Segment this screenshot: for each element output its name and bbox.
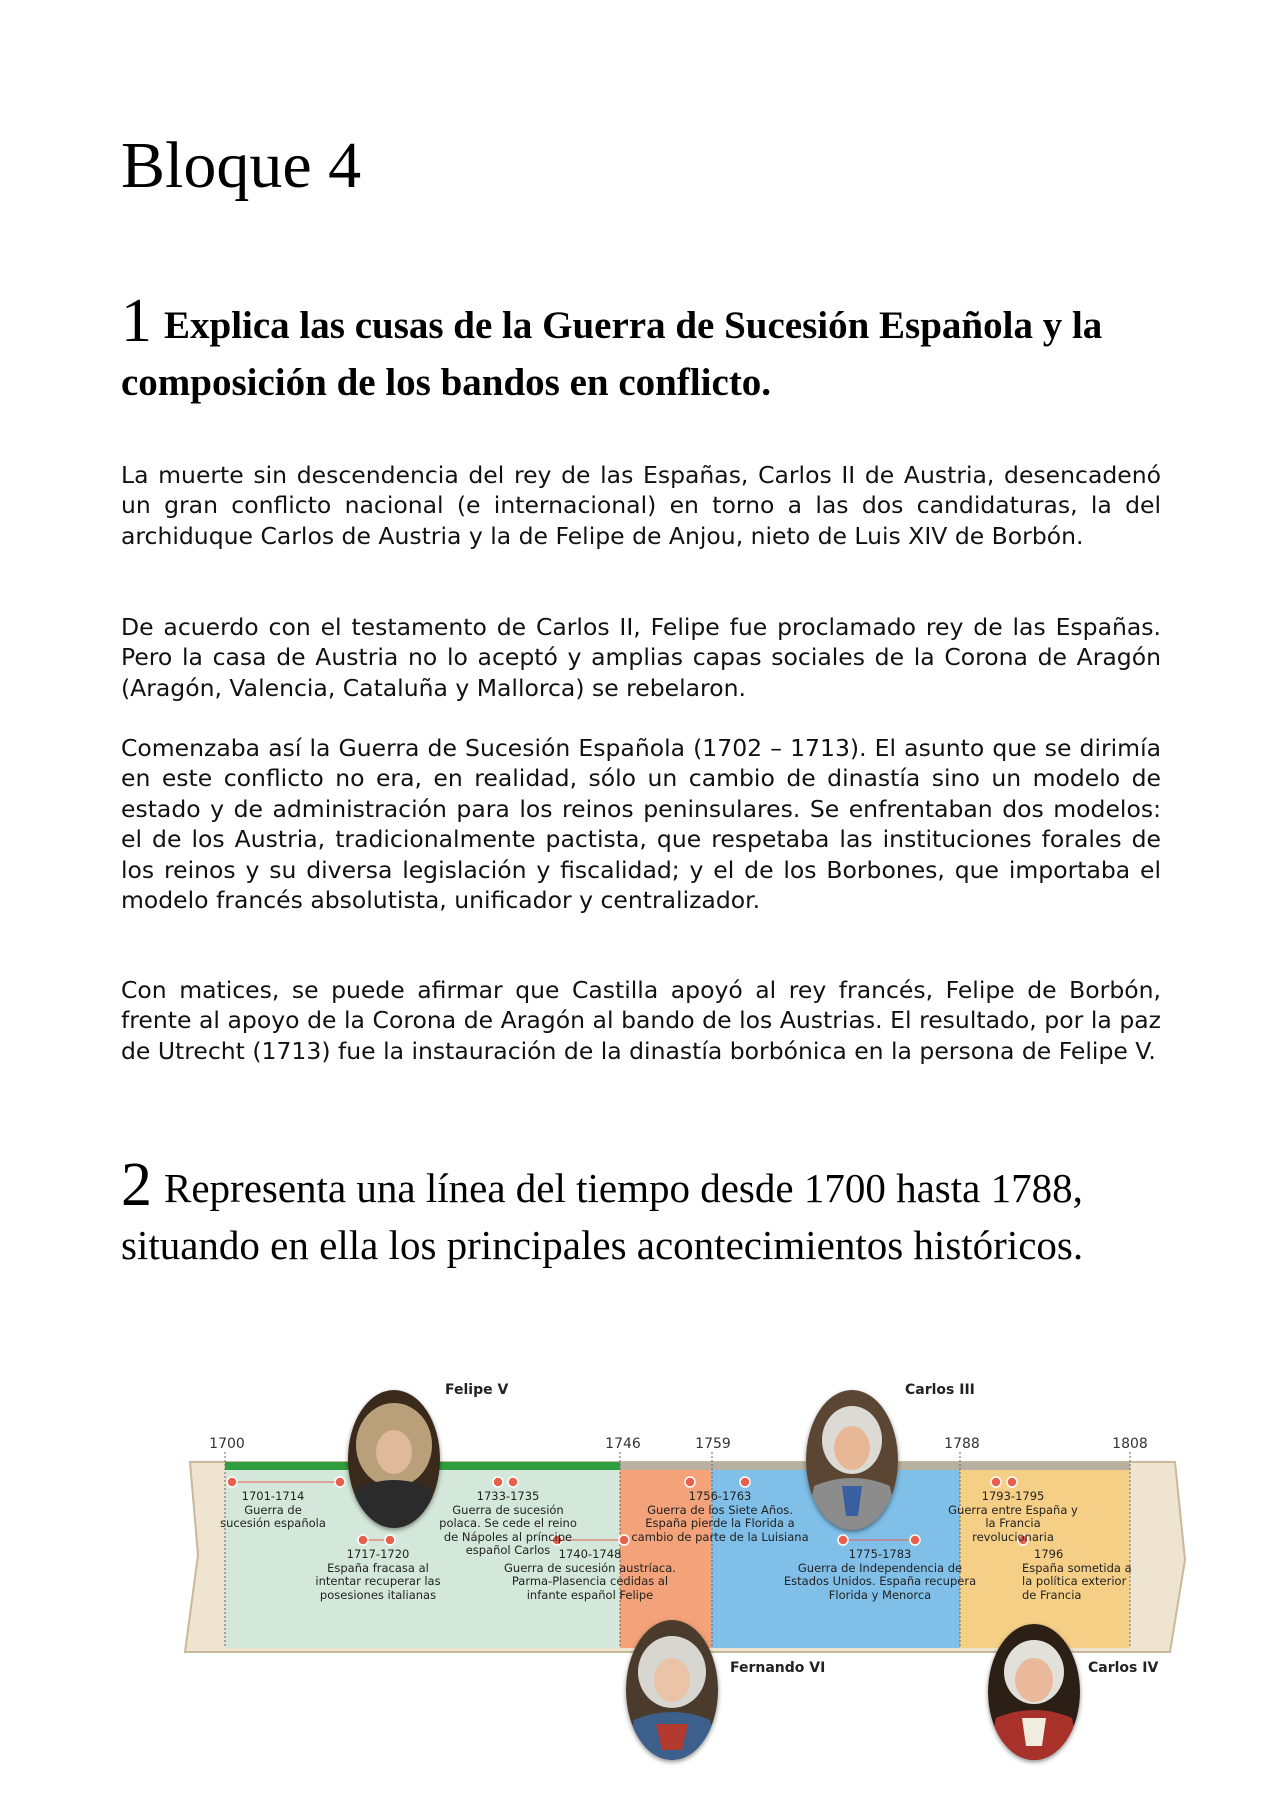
event-text: Guerra de sucesión polaca. Se cede el reino de Nápoles al príncipe español Carlos [439, 1502, 577, 1557]
paragraph-1: La muerte sin descendencia del rey de las Españas, Carlos II de Austria, desencadenó un gran conflicto nacional (e internacional) en torno a las dos candidaturas, la del archiduque Carlos de Austria y la de Felipe de Anjou, nieto de Luis XIV de Borbón. [121, 461, 1161, 550]
event-dates: 1701-1714 [241, 1489, 305, 1503]
event-dates: 1756-1763 [688, 1489, 752, 1503]
portrait-carlos-iv [988, 1624, 1080, 1760]
event-dates: 1796 [1034, 1547, 1064, 1561]
event-text: España sometida a la política exterior de Francia [1022, 1560, 1132, 1602]
block-title: Bloque 4 [121, 129, 362, 202]
paragraph-4: Con matices, se puede afirmar que Castilla apoyó al rey francés, Felipe de Borbón, frente al apoyo de la Corona de Aragón al bando de los Austrias. El resultado, por la paz de Utrecht (1713) fue la instauración de la dinastía borbónica en la persona de Felipe V. [121, 976, 1161, 1065]
year-1759: 1759 [695, 1436, 731, 1452]
event-1756-1763 [625, 1490, 815, 1544]
year-1788: 1788 [944, 1436, 980, 1452]
question-1-title: Explica las cusas de la Guerra de Sucesión Española y la composición de los bandos en conflicto. [121, 304, 1103, 404]
event-dates: 1733-1735 [476, 1489, 540, 1503]
event-text: Guerra de los Siete Años. España pierde la Florida a cambio de parte de la Luisiana [631, 1502, 809, 1544]
year-1746: 1746 [605, 1436, 641, 1452]
event-text: Guerra de Independencia de Estados Unidos. España recupera Florida y Menorca [783, 1560, 977, 1602]
event-1740-1748 [500, 1548, 680, 1602]
question-2-heading [121, 1151, 1161, 1274]
year-1808: 1808 [1112, 1436, 1148, 1452]
portrait-fernando-vi [626, 1620, 718, 1760]
event-dates: 1717-1720 [346, 1547, 410, 1561]
king-name-carlos-iii: Carlos III [905, 1382, 975, 1398]
event-text: Guerra de sucesión austríaca. Parma-Plasencia cedidas al infante español Felipe [504, 1560, 676, 1602]
portrait-carlos-iii [806, 1390, 898, 1530]
question-2-title: Representa una línea del tiempo desde 1700 hasta 1788, situando en ella los principales acontecimientos históricos. [121, 1165, 1084, 1268]
event-1701-1714 [218, 1490, 328, 1531]
question-1-heading [121, 287, 1161, 411]
paragraph-2: De acuerdo con el testamento de Carlos II, Felipe fue proclamado rey de las Españas. Pero la casa de Austria no lo aceptó y amplias capas sociales de la Corona de Aragón (Aragón, Valencia, Cataluña y Mallorca) se rebelaron. [121, 613, 1161, 702]
year-1700: 1700 [209, 1436, 245, 1452]
event-1796 [1022, 1548, 1142, 1602]
king-name-carlos-iv: Carlos IV [1088, 1660, 1159, 1676]
question-2-number: 2 [121, 1151, 152, 1219]
paragraph-3: Comenzaba así la Guerra de Sucesión Española (1702 – 1713). El asunto que se dirimía en este conflicto no era, en realidad, sólo un cambio de dinastía sino un modelo de estado y de administración para los reinos peninsulares. Se enfrentaban dos modelos: el de los Austria, tradicionalmente pactista, que respetaba las instituciones forales de los reinos y su diversa legislación y fiscalidad; y el de los Borbones, que importaba el modelo francés absolutista, unificador y centralizador. [121, 734, 1161, 915]
event-text: Guerra de sucesión española [220, 1502, 326, 1530]
event-1775-1783 [780, 1548, 980, 1602]
event-dates: 1740-1748 [558, 1547, 622, 1561]
event-1793-1795 [948, 1490, 1078, 1544]
event-dates: 1793-1795 [981, 1489, 1045, 1503]
event-dates: 1775-1783 [848, 1547, 912, 1561]
event-text: Guerra entre España y la Francia revolucionaria [948, 1502, 1078, 1544]
event-text: España fracasa al intentar recuperar las posesiones italianas [315, 1560, 441, 1602]
king-name-fernando-vi: Fernando VI [730, 1660, 826, 1676]
event-1717-1720 [303, 1548, 453, 1602]
timeline-figure [180, 1370, 1190, 1760]
question-1-number: 1 [121, 287, 152, 355]
king-name-felipe-v: Felipe V [445, 1382, 509, 1398]
portrait-felipe-v [348, 1390, 440, 1528]
